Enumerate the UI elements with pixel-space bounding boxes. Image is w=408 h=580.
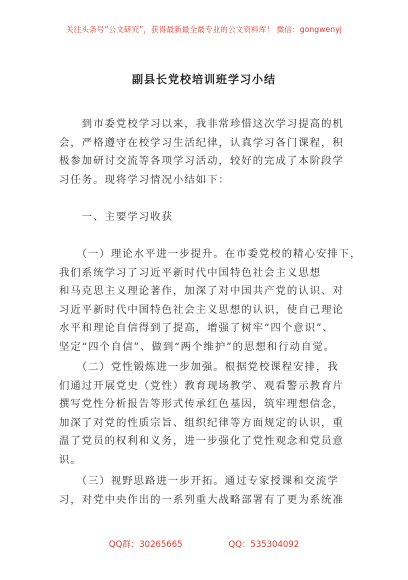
text-line: 习，对党中央作出的一系列重大战略部署有了更为系统准 bbox=[59, 493, 344, 506]
text-line: 撰写党性分析报告等形式传承红色基因，筑牢理想信念， bbox=[59, 398, 344, 410]
text-line: 坚定“四个自信”、做到“两个维护”的思想和行动自觉。 bbox=[59, 340, 336, 353]
document-title: 副县长党校培训班学习小结 bbox=[132, 73, 276, 86]
paragraph-vision bbox=[59, 472, 349, 509]
text-line: 水平和理论自信得到了提高，增强了树牢“四个意识”、 bbox=[59, 322, 334, 334]
text-line: 我们系统学习了习近平新时代中国特色社会主义思想 bbox=[59, 266, 322, 279]
text-line: 加深了对党的性质宗旨、组织纪律等方面规定的认识，重 bbox=[59, 416, 344, 429]
header-notice: 关注头条号“公文研究”，获得最新最全最专业的公文资料库！ 微信：gongwenyj bbox=[66, 25, 342, 34]
text-line: 一、主要学习收获 bbox=[59, 211, 173, 223]
footer-contact bbox=[0, 538, 408, 550]
text-line: 习任务。现将学习情况小结如下： bbox=[59, 173, 230, 186]
section-heading bbox=[59, 208, 349, 227]
paragraph-theory bbox=[59, 245, 362, 356]
text-line: （一）理论水平进一步提升。在市委党校的精心安排下， bbox=[59, 248, 362, 260]
paragraph-party-spirit bbox=[59, 358, 349, 469]
text-line: 识。 bbox=[59, 453, 82, 466]
text-line: 们通过开展党史（党性）教育现场教学、观看警示教育片 bbox=[59, 379, 344, 392]
text-line: 习近平新时代中国特色社会主义思想的认识，使自己理论 bbox=[59, 303, 344, 316]
text-line: 会，严格遵守在校学习生活纪律，认真学习各门课程，积 bbox=[59, 136, 344, 149]
text-line: （三）视野思路进一步开拓。通过专家授课和交流学 bbox=[59, 475, 339, 487]
paragraph-intro bbox=[59, 115, 349, 189]
text-line: （二）党性锻炼进一步加强。根据党校课程安排，我 bbox=[59, 361, 339, 373]
qq-number-text: QQ：535304092 bbox=[228, 540, 300, 550]
text-line: 极参加研讨交流等各项学习活动，较好的完成了本阶段学 bbox=[59, 155, 344, 167]
text-line: 温了党员的权利和义务，进一步强化了党性观念和党员意 bbox=[59, 435, 344, 447]
qq-group-text: QQ群：30265665 bbox=[108, 540, 183, 550]
text-line: 和马克思主义理论著作，加深了对中国共产党的认识、对 bbox=[59, 285, 344, 297]
text-line: 到市委党校学习以来，我非常珍惜这次学习提高的机 bbox=[59, 118, 344, 130]
